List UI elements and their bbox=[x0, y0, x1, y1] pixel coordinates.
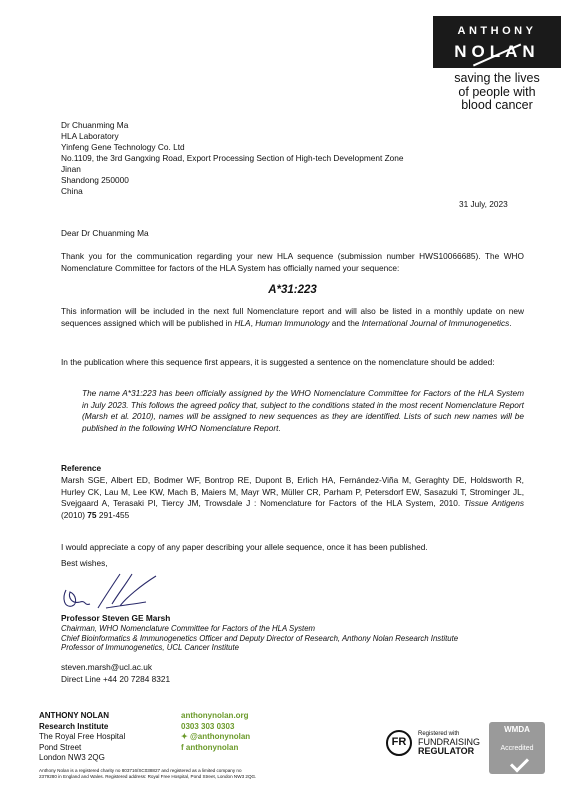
twitter-icon: ✦ bbox=[181, 732, 190, 741]
letter-date: 31 July, 2023 bbox=[459, 199, 508, 209]
signer-email[interactable]: steven.marsh@ucl.ac.uk bbox=[61, 662, 152, 672]
recipient-company: Yinfeng Gene Technology Co. Ltd bbox=[61, 142, 185, 152]
wmda-title: WMDA bbox=[504, 725, 530, 734]
signer-titles bbox=[61, 624, 458, 653]
recipient-lab: HLA Laboratory bbox=[61, 131, 119, 141]
recipient-country: China bbox=[61, 186, 83, 196]
nomenclature-quote: The name A*31:223 has been officially assigned by the WHO Nomenclature Committee for Factors of the HLA System in July 2023. This follows the agreed policy that, subject to the conditions stated in the most recent Nomenclature Report (Marsh et al. 2010), names will be assigned to new sequences as they are identified. Lists of such new names will be published in the following WHO Nomenclature Report. bbox=[82, 388, 524, 433]
reference-text: Marsh SGE, Albert ED, Bodmer WF, Bontrop RE, Dupont B, Erlich HA, Fernández-Viña M, Geraghty DE, Holdsworth R, Hurley CK, Lau M, Lee KW, Mach B, Maiers M, Mayr WR, Müller CR, Parham P, Petersdorf EW, Sasazuki T, Strominger JL, Svejgaard A, Terasaki PI, Tiercy JM, Trowsdale J : Nomenclature for Factors of the HLA System, 2010. Tissue Antigens (2010) 75 291-455 bbox=[61, 475, 524, 520]
anthony-nolan-logo bbox=[433, 16, 561, 68]
allele-name: A*31:223 bbox=[268, 284, 317, 296]
signer-name: Professor Steven GE Marsh bbox=[61, 613, 171, 623]
logo-line1: ANTHONY bbox=[457, 25, 537, 37]
checkmark-icon bbox=[510, 753, 529, 772]
signer-title-3: Professor of Immunogenetics, UCL Cancer Institute bbox=[61, 643, 239, 652]
signer-title-1: Chairman, WHO Nomenclature Committee for Factors of the HLA System bbox=[61, 624, 316, 633]
signer-title-2: Chief Bioinformatics & Immunogenetics Officer and Deputy Director of Research, Anthony Nolan Research Institute bbox=[61, 633, 459, 643]
footer-address bbox=[39, 711, 125, 764]
recipient-city: Jinan bbox=[61, 164, 81, 174]
fundraising-regulator-icon: FR bbox=[386, 730, 412, 756]
publication-paragraph: This information will be included in the next full Nomenclature report and will also be listed in a monthly update on new sequences assigned which will be published in HLA, Human Immunology and the International Journal of Immunogenetics. bbox=[61, 306, 524, 328]
recipient-name: Dr Chuanming Ma bbox=[61, 120, 129, 130]
recipient-province: Shandong 250000 bbox=[61, 175, 129, 185]
recipient-address bbox=[61, 120, 404, 197]
closing: Best wishes, bbox=[61, 558, 108, 568]
tagline-line1: saving the lives bbox=[454, 71, 540, 85]
wmda-accredited-badge bbox=[489, 722, 545, 774]
footer-address-1: The Royal Free Hospital bbox=[39, 732, 126, 741]
footer-address-3: London NW3 2QG bbox=[39, 753, 105, 762]
handwritten-signature bbox=[60, 568, 170, 616]
footer-website-link[interactable]: anthonynolan.org bbox=[181, 711, 249, 720]
request-paragraph: I would appreciate a copy of any paper describing your allele sequence, once it has been published. bbox=[61, 542, 428, 552]
footer-org: ANTHONY NOLAN bbox=[39, 711, 110, 720]
reference-heading: Reference bbox=[61, 463, 102, 473]
signer-phone: Direct Line +44 20 7284 8321 bbox=[61, 674, 171, 684]
recipient-street: No.1109, the 3rd Gangxing Road, Export Processing Section of High-tech Development Zone bbox=[61, 153, 404, 163]
footer-facebook[interactable]: f anthonynolan bbox=[181, 742, 239, 752]
footer-institute: Research Institute bbox=[39, 721, 109, 731]
footer-contact bbox=[181, 711, 250, 753]
tagline-line3: blood cancer bbox=[461, 98, 533, 112]
facebook-icon: f bbox=[181, 742, 186, 752]
tagline-line2: of people with bbox=[458, 84, 536, 99]
footer-address-2: Pond Street bbox=[39, 742, 82, 752]
suggestion-paragraph: In the publication where this sequence first appears, it is suggested a sentence on the nomenclature should be added: bbox=[61, 357, 495, 367]
legal-text: Anthony Nolan is a registered charity no 803716/SC038827 and registered as a limited company no 2379280 in England and Wales. Registered address: Royal Free Hospital, Pond Street, London NW3 2QG. bbox=[39, 768, 257, 779]
footer-twitter[interactable]: ✦ @anthonynolan bbox=[181, 732, 251, 741]
intro-paragraph: Thank you for the communication regarding your new HLA sequence (submission number HWS10066685). The WHO Nomenclature Committee for factors of the HLA System has officially named your sequence: bbox=[61, 251, 524, 273]
fundraising-regulator-text: Registered with FUNDRAISING REGULATOR bbox=[418, 731, 481, 756]
tagline bbox=[433, 72, 561, 113]
logo-line2: NOLAN bbox=[454, 42, 540, 61]
salutation: Dear Dr Chuanming Ma bbox=[61, 228, 149, 238]
footer-phone: 0303 303 0303 bbox=[181, 721, 235, 731]
wmda-status: Accredited bbox=[500, 745, 534, 752]
